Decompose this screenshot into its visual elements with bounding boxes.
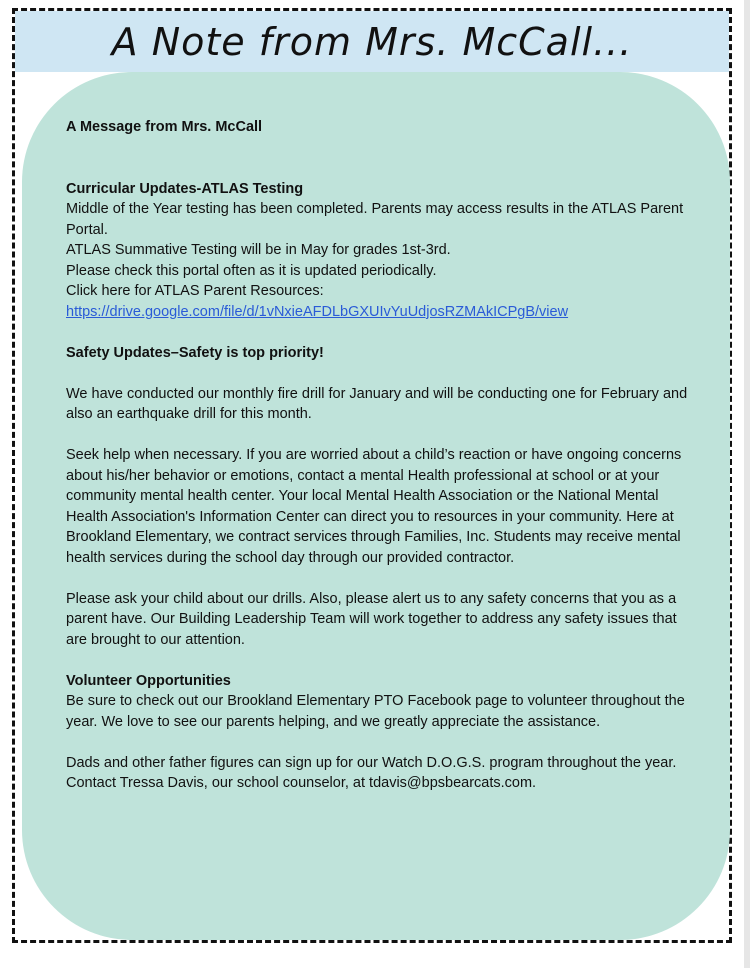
scrollbar-track[interactable] xyxy=(744,0,750,968)
curricular-line-1: Middle of the Year testing has been completed. Parents may access results in the ATLAS Parent Portal. xyxy=(66,201,684,238)
safety-heading: Safety Updates–Safety is top priority! xyxy=(66,344,324,361)
atlas-resources-link[interactable]: https://drive.google.com/file/d/1vNxieAFDLbGXUIvYuUdjosRZMAkICPgB/view xyxy=(66,303,569,320)
curricular-heading: Curricular Updates-ATLAS Testing xyxy=(66,180,304,197)
header-band xyxy=(15,11,729,72)
volunteer-paragraph-1: Be sure to check out our Brookland Elementary PTO Facebook page to volunteer throughout the year. We love to see our parents helping, and we greatly appreciate the assistance. xyxy=(66,693,685,730)
volunteer-heading: Volunteer Opportunities xyxy=(66,672,231,689)
safety-paragraph-1: We have conducted our monthly fire drill for January and will be conducting one for February and also an earthquake drill for this month. xyxy=(66,385,688,422)
page-title: A Note from Mrs. McCall... xyxy=(111,19,633,64)
curricular-line-4: Click here for ATLAS Parent Resources: xyxy=(66,283,324,299)
safety-paragraph-2: Seek help when necessary. If you are worried about a child’s reaction or have ongoing concerns about his/her behavior or emotions, contact a mental Health professional at school or at your community mental health center. Your local Mental Health Association or the National Mental Health Association's Information Center can direct you to resources in your community. Here at Brookland Elementary, we contract services through Families, Inc. Students may receive mental health services during the school day through our provided contractor. xyxy=(66,447,682,566)
message-content xyxy=(66,117,696,794)
volunteer-paragraph-2: Dads and other father figures can sign up for our Watch D.O.G.S. program throughout the year. Contact Tressa Davis, our school counselor, at tdavis@bpsbearcats.com. xyxy=(66,754,677,791)
message-heading: A Message from Mrs. McCall xyxy=(66,119,263,135)
curricular-line-2: ATLAS Summative Testing will be in May for grades 1st-3rd. xyxy=(66,242,451,258)
curricular-line-3: Please check this portal often as it is updated periodically. xyxy=(66,262,437,279)
safety-paragraph-3: Please ask your child about our drills. Also, please alert us to any safety concerns that you as a parent have. Our Building Leadership Team will work together to address any safety issues that are brought to our attention. xyxy=(66,590,677,648)
